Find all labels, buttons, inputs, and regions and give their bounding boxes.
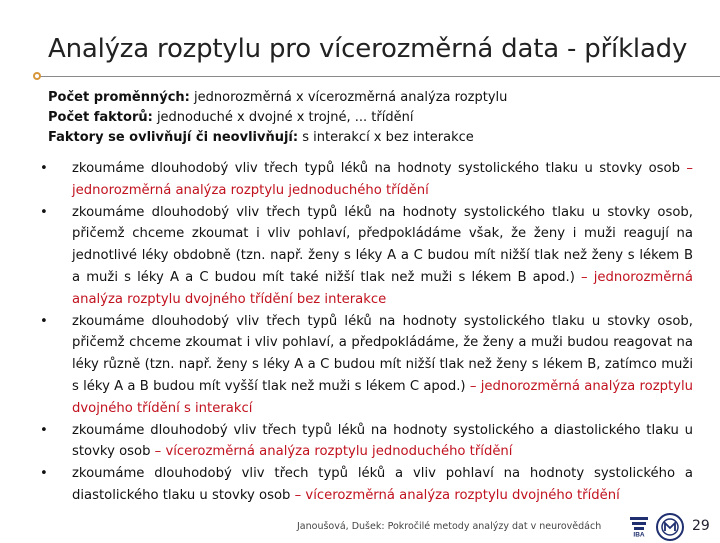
list-item: [40, 311, 693, 420]
university-seal-icon: [656, 513, 684, 541]
item-highlight: – jednorozměrná analýza rozptylu dvojného třídění s interakcí: [72, 378, 693, 416]
item-text: zkoumáme dlouhodobý vliv třech typů léků na hodnoty systolického tlaku u stovky osob, přičemž chceme zkoumat i vliv pohlaví, a předpokládáme, že ženy a muži budou reagovat na léky různě (tzn. např. ženy s léky A a C budou mít nižší tlak než ženy s lékem B, zatímco muži s léky A a B budou mít vyšší tlak než muži s lékem C apod.): [72, 313, 693, 394]
bullet-icon: •: [40, 466, 48, 482]
item-highlight: – jednorozměrná analýza rozptylu dvojného třídění bez interakce: [72, 269, 694, 307]
intro-text: jednoduché x dvojné x trojné, ... třídění: [152, 110, 414, 125]
page-number: 29: [692, 518, 710, 534]
list-item: [40, 158, 693, 202]
item-text: zkoumáme dlouhodobý vliv třech typů léků na hodnoty systolického tlaku u stovky osob: [72, 161, 687, 176]
bullet-icon: •: [40, 161, 48, 176]
intro-line: [48, 128, 507, 148]
intro-line: [48, 108, 507, 128]
intro-label: Faktory se ovlivňují či neovlivňují:: [48, 130, 299, 145]
item-text: zkoumáme dlouhodobý vliv třech typů léků a vliv pohlaví na hodnoty systolického a diastolického tlaku u stovky osob: [72, 466, 693, 503]
list-item: [40, 202, 693, 311]
item-text: zkoumáme dlouhodobý vliv třech typů léků na hodnoty systolického a diastolického tlaku u stovky osob: [72, 422, 693, 460]
iba-logo-icon: [628, 517, 650, 537]
examples-list: [40, 158, 693, 507]
title-divider: [38, 76, 720, 77]
item-highlight: – jednorozměrná analýza rozptylu jednoduchého třídění: [72, 161, 693, 198]
item-highlight: – vícerozměrná analýza rozptylu dvojného třídění: [294, 487, 620, 503]
intro-label: Počet proměnných:: [48, 90, 190, 105]
iba-logo-text: IBA: [633, 531, 645, 537]
intro-block: [48, 88, 507, 148]
divider-dot-icon: [33, 72, 41, 80]
bullet-icon: •: [40, 204, 48, 220]
intro-line: [48, 88, 507, 108]
seal-mark-icon: [658, 515, 682, 539]
list-item: [40, 463, 693, 507]
bullet-icon: •: [40, 422, 48, 438]
intro-label: Počet faktorů:: [48, 110, 153, 125]
intro-text: s interakcí x bez interakce: [298, 130, 474, 145]
list-item: [40, 420, 693, 464]
item-text: zkoumáme dlouhodobý vliv třech typů léků na hodnoty systolického tlaku u stovky osob, přičemž chceme zkoumat i vliv pohlaví, předpokládáme však, že ženy i muži reagují na jednotlivé léky obdobně (tzn. např. ženy s léky A a C budou mít nižší tlak než ženy s lékem B a muži s léky A a C budou mít také nižší tlak než muži s lékem B apod.): [72, 204, 693, 285]
footer-credit: Janoušová, Dušek: Pokročilé metody analýzy dat v neurovědách: [297, 521, 602, 532]
slide-title: Analýza rozptylu pro vícerozměrná data - příklady: [48, 34, 688, 64]
bullet-icon: •: [40, 313, 48, 329]
intro-text: jednorozměrná x vícerozměrná analýza rozptylu: [189, 90, 508, 105]
item-highlight: – vícerozměrná analýza rozptylu jednoduchého třídění: [154, 444, 513, 460]
